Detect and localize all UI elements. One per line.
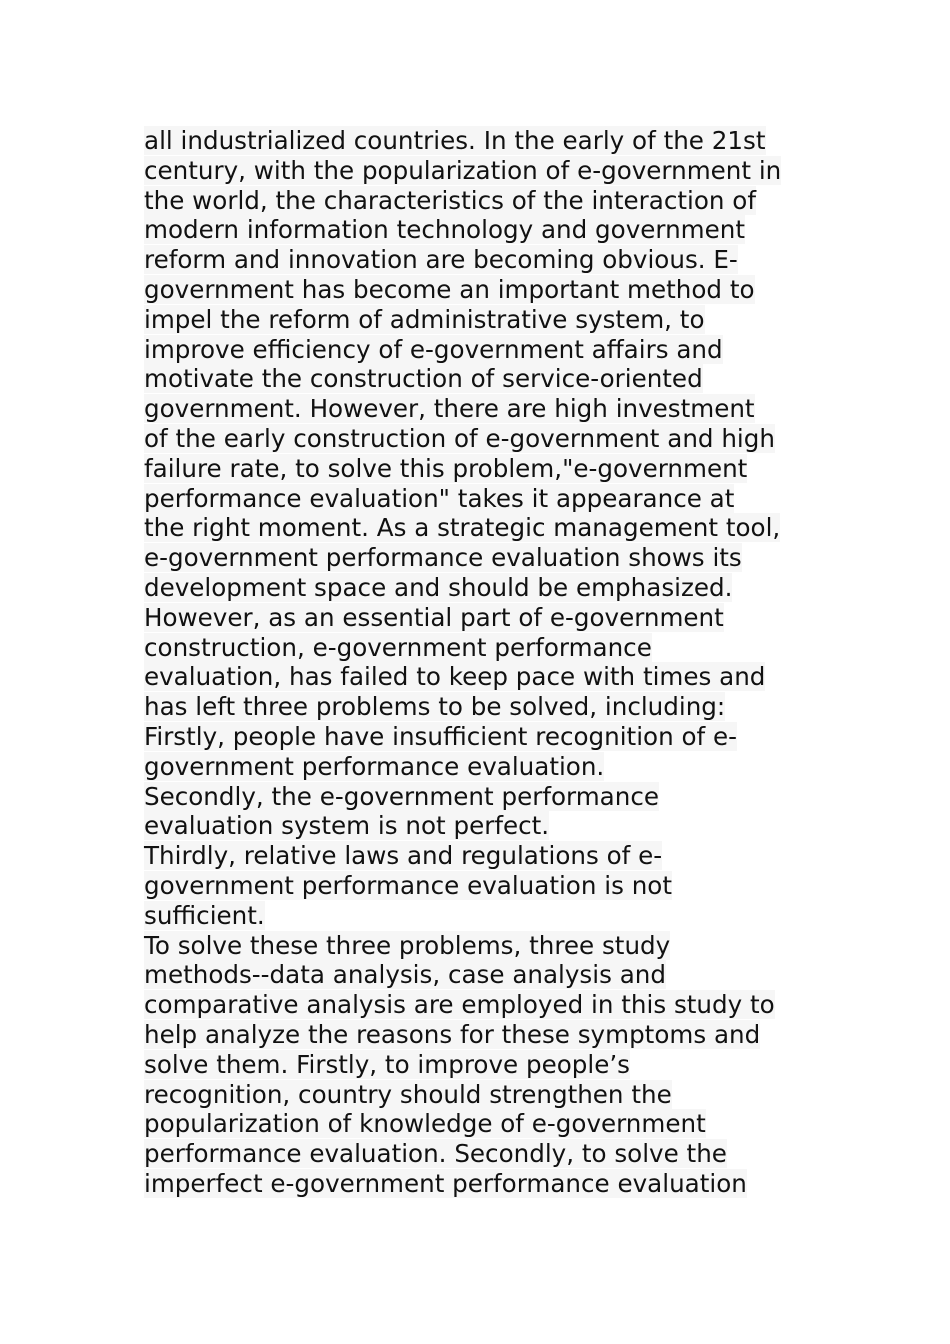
text-line: the right moment. As a strategic management tool, — [144, 513, 781, 543]
text-line: comparative analysis are employed in this study to — [144, 990, 775, 1020]
text-line: government performance evaluation. — [144, 751, 605, 781]
text-line: government performance evaluation is not — [144, 870, 672, 900]
text-line: construction, e-government performance — [144, 632, 652, 662]
text-line: of the early construction of e-government and high — [144, 423, 775, 453]
text-line: improve efficiency of e-government affairs and — [144, 334, 723, 364]
text-line: the world, the characteristics of the interaction of — [144, 185, 756, 215]
text-line: imperfect e-government performance evaluation — [144, 1168, 747, 1198]
text-line: popularization of knowledge of e-government — [144, 1109, 706, 1139]
text-line: help analyze the reasons for these symptoms and — [144, 1019, 761, 1049]
text-line: recognition, country should strengthen the — [144, 1079, 672, 1109]
text-line: Secondly, the e-government performance — [144, 781, 659, 811]
text-line: impel the reform of administrative system, to — [144, 304, 705, 334]
text-line: century, with the popularization of e-government in — [144, 155, 782, 185]
text-line: development space and should be emphasized. — [144, 572, 733, 602]
text-line: Firstly, people have insufficient recognition of e- — [144, 721, 738, 751]
text-line: modern information technology and government — [144, 215, 745, 245]
text-line: all industrialized countries. In the early of the 21st — [144, 126, 766, 155]
text-line: Thirdly, relative laws and regulations of e- — [144, 841, 663, 871]
text-line: sufficient. — [144, 900, 265, 930]
text-line: has left three problems to be solved, including: — [144, 692, 726, 722]
text-line: solve them. Firstly, to improve people’s — [144, 1049, 630, 1079]
text-line: evaluation system is not perfect. — [144, 811, 550, 841]
body-text — [144, 126, 824, 1199]
text-line: performance evaluation" takes it appearance at — [144, 483, 735, 513]
text-line: government. However, there are high investment — [144, 394, 755, 424]
text-line: To solve these three problems, three study — [144, 930, 671, 960]
text-line: motivate the construction of service-oriented — [144, 364, 703, 394]
text-line: failure rate, to solve this problem,"e-government — [144, 453, 748, 483]
text-line: performance evaluation. Secondly, to solve the — [144, 1139, 727, 1169]
text-line: reform and innovation are becoming obvious. E- — [144, 245, 738, 275]
text-line: methods--data analysis, case analysis and — [144, 960, 666, 990]
text-line: evaluation, has failed to keep pace with times and — [144, 662, 766, 692]
text-line: e-government performance evaluation shows its — [144, 543, 742, 573]
text-line: However, as an essential part of e-government — [144, 602, 724, 632]
text-line: government has become an important method to — [144, 274, 755, 304]
